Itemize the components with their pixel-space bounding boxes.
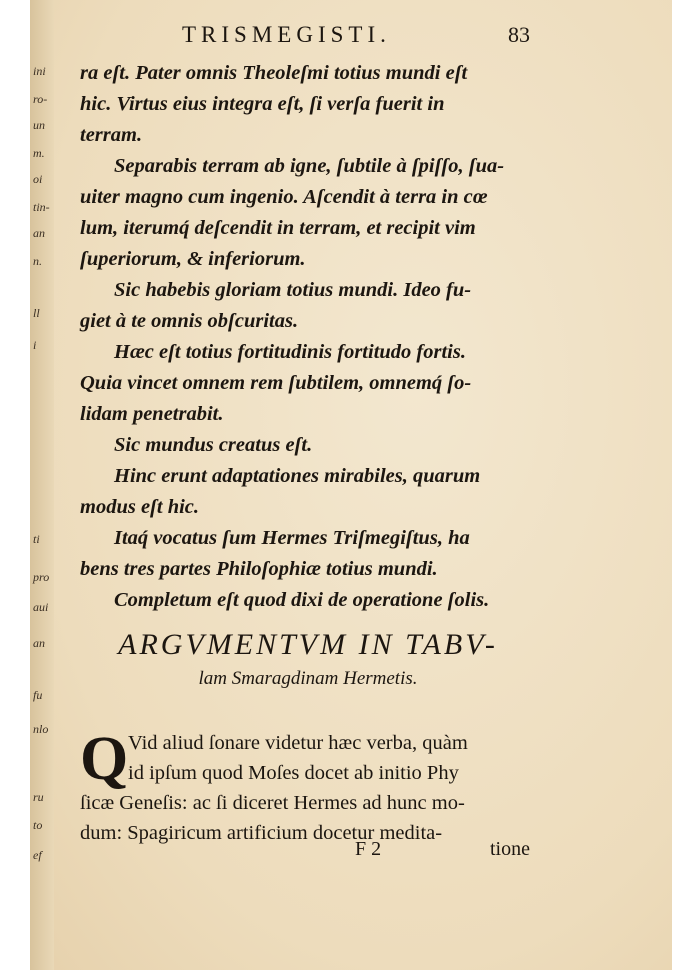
text-line: hic. Virtus eius integra eſt, ſi verſa fuerit in — [80, 93, 445, 115]
text-line: Separabis terram ab igne, ſubtile à ſpiſſo, ſua- — [114, 155, 505, 177]
tabula-text — [80, 58, 536, 616]
running-head: TRISMEGISTI. — [182, 22, 391, 47]
catchword: tione — [490, 838, 530, 860]
gutter-fragment: an — [33, 226, 45, 240]
argument-paragraph — [80, 725, 540, 848]
heading-line-1: ARGVMENTVM IN TABV- — [118, 628, 498, 661]
gutter-fragment: ini — [33, 64, 46, 78]
gutter-fragment: i — [33, 338, 37, 352]
gutter-fragment: ro- — [33, 92, 48, 106]
gutter-fragment: n. — [33, 254, 42, 268]
text-line: ra eſt. Pater omnis Theoleſmi totius mundi eſt — [80, 62, 468, 84]
gutter-fragment: an — [33, 636, 45, 650]
text-line: Hinc erunt adaptationes mirabiles, quarum — [114, 465, 481, 487]
gutter-fragment: un — [33, 118, 45, 132]
gutter-fragment: to — [33, 818, 43, 832]
text-line: uiter magno cum ingenio. Aſcendit à terra in cœ — [80, 186, 488, 208]
signature-mark: F 2 — [355, 838, 382, 860]
gutter-fragment: oi — [33, 172, 43, 186]
gutter-fragment: m. — [33, 146, 45, 160]
gutter-fragment: fu — [33, 688, 43, 702]
text-line: giet à te omnis obſcuritas. — [80, 310, 299, 332]
text-line: Vid aliud ſonare videtur hæc verba, quàm — [128, 732, 468, 754]
facing-page-gutter — [30, 0, 54, 970]
gutter-fragment: aui — [33, 600, 49, 614]
text-line: ſuperiorum, & inferiorum. — [80, 248, 306, 270]
text-line: Itaq́ vocatus ſum Hermes Triſmegiſtus, ha — [114, 527, 470, 549]
gutter-fragment: tin- — [33, 200, 50, 214]
text-line: ſicæ Geneſis: ac ſi diceret Hermes ad hunc mo- — [80, 792, 465, 814]
text-line: id ipſum quod Moſes docet ab initio Phy — [128, 762, 459, 784]
text-line: terram. — [80, 124, 143, 146]
text-line: Hæc eſt totius fortitudinis fortitudo fortis. — [114, 341, 466, 363]
text-line: Quia vincet omnem rem ſubtilem, omnemq́ ſo- — [80, 372, 472, 394]
gutter-fragment: ti — [33, 532, 40, 546]
gutter-fragment: ru — [33, 790, 44, 804]
text-line: Sic mundus creatus eſt. — [114, 434, 313, 456]
heading-line-2: lam Smaragdinam Hermetis. — [198, 668, 418, 689]
drop-cap: Q — [80, 725, 129, 793]
text-line: lidam penetrabit. — [80, 403, 224, 425]
section-heading — [80, 628, 536, 690]
text-line: Sic habebis gloriam totius mundi. Ideo fu- — [114, 279, 472, 301]
gutter-fragment: nlo — [33, 722, 49, 736]
text-line: modus eſt hic. — [80, 496, 200, 518]
text-line: dum: Spagiricum artificium docetur medita- — [80, 822, 443, 844]
text-line: lum, iterumq́ deſcendit in terram, et recipit vim — [80, 217, 476, 239]
gutter-fragment: ef — [33, 848, 42, 862]
text-line: bens tres partes Philoſophiæ totius mundi. — [80, 558, 438, 580]
text-line: Completum eſt quod dixi de operatione ſolis. — [114, 589, 490, 611]
gutter-fragment: ll — [33, 306, 40, 320]
book-page — [30, 0, 672, 970]
page-number: 83 — [508, 22, 530, 47]
gutter-fragment: pro — [33, 570, 50, 584]
